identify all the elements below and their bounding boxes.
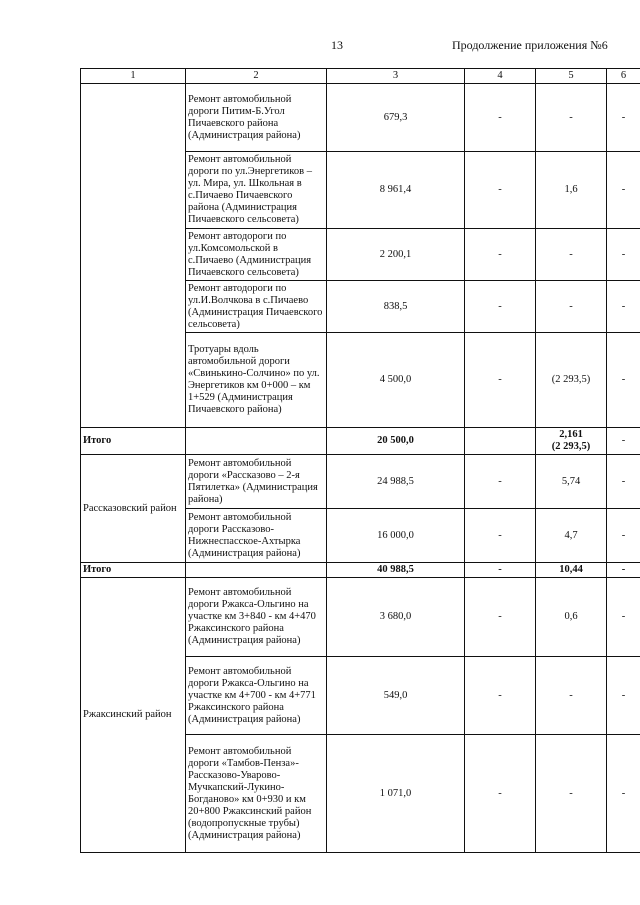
col4-cell: - [465,229,536,281]
project-description: Ремонт автомобильной дороги «Рассказово – 2-я Пятилетка» (Администрация района) [186,455,327,509]
total-label: Итого [81,428,186,455]
district-cell [81,84,186,428]
col6-cell: - [607,578,640,657]
total-row [81,563,640,578]
col4-cell [465,428,536,455]
project-description: Ремонт автомобильной дороги «Тамбов-Пенза»-Рассказово-Уварово-Мучкапский-Лукино-Богданово» км 0+930 и км 20+800 Ржаксинский район (водопропускные трубы) (Администрация района) [186,735,327,853]
amount-cell: 1 071,0 [327,735,465,853]
column-header-1: 1 [81,69,186,84]
col5-cell: (2 293,5) [536,333,607,428]
project-description: Ремонт автомобильной дороги Ржакса-Ольгино на участке км 4+700 - км 4+771 Ржаксинского района (Администрация района) [186,657,327,735]
col5-cell: 0,6 [536,578,607,657]
col5-cell: - [536,281,607,333]
col5-cell: - [536,84,607,152]
col6-cell: - [607,84,640,152]
total-row [81,428,640,455]
district-cell: Ржаксинский район [81,578,186,853]
amount-cell: 679,3 [327,84,465,152]
col4-cell: - [465,735,536,853]
project-description: Ремонт автомобильной дороги по ул.Энергетиков – ул. Мира, ул. Школьная в с.Пичаево Пичаевского района (Администрация Пичаевского сельсовета) [186,152,327,229]
col5-cell: 10,44 [536,563,607,578]
column-header-6: 6 [607,69,640,84]
total-amount: 20 500,0 [327,428,465,455]
col5-cell: - [536,229,607,281]
col4-cell: - [465,281,536,333]
col6-cell: - [607,428,640,455]
col6-cell: - [607,657,640,735]
col6-cell: - [607,455,640,509]
table-row [81,578,640,657]
col4-cell: - [465,333,536,428]
table-row [81,455,640,509]
col6-cell: - [607,563,640,578]
table-row [81,84,640,152]
col5-cell: 4,7 [536,509,607,563]
col5-cell: 1,6 [536,152,607,229]
project-description: Ремонт автомобильной дороги Рассказово-Нижнеспасское-Ахтырка (Администрация района) [186,509,327,563]
col6-cell: - [607,152,640,229]
empty-cell [186,428,327,455]
col5-cell: 5,74 [536,455,607,509]
page-number: 13 [331,38,343,52]
amount-cell: 24 988,5 [327,455,465,509]
col5-total-value: 2,161 [559,429,583,440]
total-amount: 40 988,5 [327,563,465,578]
col4-cell: - [465,578,536,657]
column-header-5: 5 [536,69,607,84]
col4-cell: - [465,455,536,509]
col4-cell: - [465,152,536,229]
column-header-3: 3 [327,69,465,84]
col6-cell: - [607,735,640,853]
project-description: Ремонт автодороги по ул.И.Волчкова в с.Пичаево (Администрация Пичаевского сельсовета) [186,281,327,333]
district-cell: Рассказовский район [81,455,186,563]
col6-cell: - [607,281,640,333]
amount-cell: 4 500,0 [327,333,465,428]
empty-cell [186,563,327,578]
col4-cell: - [465,563,536,578]
data-table [80,68,640,853]
col5-cell: - [536,657,607,735]
header-row [81,69,640,84]
col4-cell: - [465,657,536,735]
amount-cell: 2 200,1 [327,229,465,281]
project-description: Ремонт автомобильной дороги Питим-Б.Угол Пичаевского района (Администрация района) [186,84,327,152]
col6-cell: - [607,229,640,281]
project-description: Тротуары вдоль автомобильной дороги «Свинькино-Солчино» по ул. Энергетиков км 0+000 – км 1+529 (Администрация Пичаевского района) [186,333,327,428]
col6-cell: - [607,509,640,563]
amount-cell: 838,5 [327,281,465,333]
col4-cell: - [465,84,536,152]
column-header-4: 4 [465,69,536,84]
col5-cell: - [536,735,607,853]
column-header-2: 2 [186,69,327,84]
amount-cell: 3 680,0 [327,578,465,657]
project-description: Ремонт автомобильной дороги Ржакса-Ольгино на участке км 3+840 - км 4+470 Ржаксинского района (Администрация района) [186,578,327,657]
col4-cell: - [465,509,536,563]
amount-cell: 549,0 [327,657,465,735]
amount-cell: 8 961,4 [327,152,465,229]
total-label: Итого [81,563,186,578]
project-description: Ремонт автодороги по ул.Комсомольской в с.Пичаево (Администрация Пичаевского сельсовета) [186,229,327,281]
col6-cell: - [607,333,640,428]
col5-total-value: (2 293,5) [551,441,591,452]
continuation-label: Продолжение приложения №6 [452,38,608,52]
amount-cell: 16 000,0 [327,509,465,563]
col5-total-cell [536,428,607,455]
